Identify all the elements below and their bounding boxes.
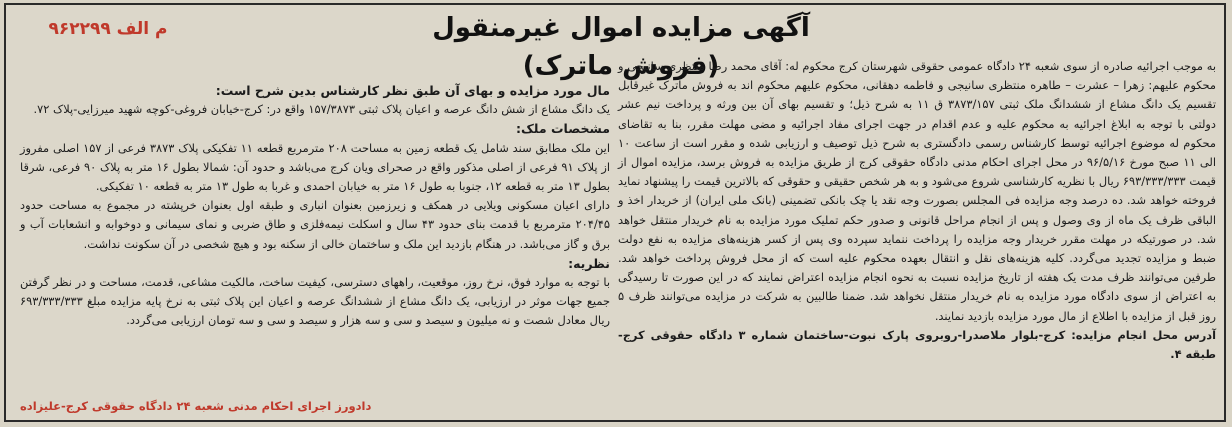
specs-text-2: دارای اعیان مسکونی ویلایی در همکف و زیرزمین بعنوان انباری و طبقه اول بعنوان خرپشته در مجموع به مساحت حدود ۲۰۴/۴۵ مترمربع با قدمت بنای حدود ۴۳ سال و اسکلت نیمه‌فلزی و طاق ضربی و نمای سیمانی و دوخوابه و انشعابات آب و برق و گاز می‌باشد. در هنگام بازدید این ملک و ساختمان خالی از سکنه بود و هیچ شخصی در آن سکونت نداشت. — [20, 198, 610, 251]
signature-footer: دادورز اجرای احکام مدنی شعبه ۲۴ دادگاه حقوقی کرج-علیزاده — [20, 399, 372, 413]
reference-code: م الف ۹۶۲۲۹۹ — [48, 19, 168, 39]
opinion-heading: نظریه: — [568, 255, 610, 271]
subject-heading: مال مورد مزایده و بهای آن طبق نظر کارشناس بدین شرح است: — [215, 83, 610, 98]
notice-frame — [4, 3, 1226, 422]
right-column — [618, 57, 1216, 364]
opinion-text: با توجه به موارد فوق، نرخ روز، موقعیت، راههای دسترسی، کیفیت ساخت، مالکیت مشاعی، قدمت، مساحت و در نظر گرفتن جمیع جهات موثر در ارزیابی، یک دانگ مشاع از ششدانگ عرصه و اعیان این پلاک ثبتی به نرخ پایه مزایده مبلغ ۶۹۳/۳۳۳/۳۳۳ ریال معادل شصت و نه میلیون و سیصد و سی و سه هزار و سیصد و سی و سه تومان ارزیابی می‌گردد. — [20, 275, 610, 328]
specs-text-1: این ملک مطابق سند شامل یک قطعه زمین به مساحت ۲۰۸ مترمربع قطعه ۱۱ تفکیکی پلاک ۳۸۷۳ فرعی از ۱۵۷ اصلی مفروز از پلاک ۹۱ فرعی از اصلی مذکور واقع در صحرای ویان کرج می‌باشد و حدود آن: شمالا بطول ۱۶ متر به پلاک ۹۰ فرعی، شرقا بطول ۱۳ متر به قطعه ۱۲، جنوبا به طول ۱۶ متر به خیابان احمدی و غربا به طول ۱۳ متر به قطعه ۱۰ تفکیکی. — [20, 140, 611, 194]
auction-address: آدرس محل انجام مزایده: کرج-بلوار ملاصدرا-روبروی پارک نبوت-ساختمان شماره ۳ دادگاه حقوقی کرج-طبقه ۴. — [618, 327, 1217, 362]
specs-heading: مشخصات ملک: — [515, 121, 610, 137]
subject-text: یک دانگ مشاع از شش دانگ عرصه و اعیان پلاک ثبتی ۱۵۷/۳۸۷۳ واقع در: کرج-خیابان فروغی-کوچه شهید میرزایی-پلاک ۷۲. — [33, 102, 610, 117]
notice-title: آگهی مزایده اموال غیرمنقول (فروش ماترک) — [432, 13, 810, 81]
auction-terms-paragraph: به موجب اجرائیه صادره از سوی شعبه ۲۴ دادگاه عمومی حقوقی شهرستان کرج محکوم له: آقای محمد رضا منتظری سانیجی و محکوم علیهم: زهرا – عشرت – طاهره منتظری سانیجی و فاطمه دهقانی، محکوم علیهم محکوم اند به فروش ماترک غیرقابل تقسیم یک دانگ مشاع از ششدانگ ملک ثبتی ۳۸۷۳/۱۵۷ ق ۱۱ به شرح ذیل؛ و تقسیم بهای آن بین ورثه و پرداخت نیم عشر دولتی با توجه به ابلاغ اجرائیه به محکوم علیه و عدم اقدام در جهت اجرای مفاد اجرائیه و مضی مهلت مقرر، بنا به تقاضای محکوم له موضوع اجرائیه توسط کارشناس رسمی دادگستری به شرح ذیل توصیف و ارزیابی شده و مقرر است از ساعت ۱۰ الی ۱۱ صبح مورخ ۹۶/۵/۱۶ در محل اجرای احکام مدنی دادگاه حقوقی کرج از طریق مزایده به فروش برسد، مزایده اموال از قیمت ۶۹۳/۳۳۳/۳۳۳ ریال با نظریه کارشناسی شروع می‌شود و به هر شخص حقیقی و حقوقی که بالاترین قیمت را پیشنهاد نماید فروخته خواهد شد. ده درصد وجه مزایده فی المجلس بصورت وجه نقد یا چک بانکی تضمینی (بانک ملی ایران) از خریدار اخذ و الباقی ظرف یک ماه از وی وصول و پس از انجام مراحل قانونی و صدور حکم تملیک مورد مزایده به نام خریدار منتقل خواهد شد. در صورتیکه در مهلت مقرر خریدار وجه مزایده را پرداخت ننماید سپرده وی پس از کسر هزینه‌های مزایده به نفع دولت ضبط و مزایده تجدید می‌گردد. کلیه هزینه‌های نقل و انتقال بعهده محکوم علیه است که از محل فروش پرداخت خواهد شد. طرفین می‌توانند ظرف مدت یک هفته از تاریخ مزایده نسبت به نحوه انجام مزایده اعتراض نمایند که در این صورت تا رسیدگی به اعتراض از سوی دادگاه مورد مزایده به نام خریدار منتقل نخواهد شد. ضمنا طالبین به شرکت در مزایده می‌توانند ظرف ۵ روز قبل از مزایده با اطلاع از مال مورد مزایده بازدید نمایند. — [618, 59, 1216, 323]
left-column — [20, 81, 610, 331]
